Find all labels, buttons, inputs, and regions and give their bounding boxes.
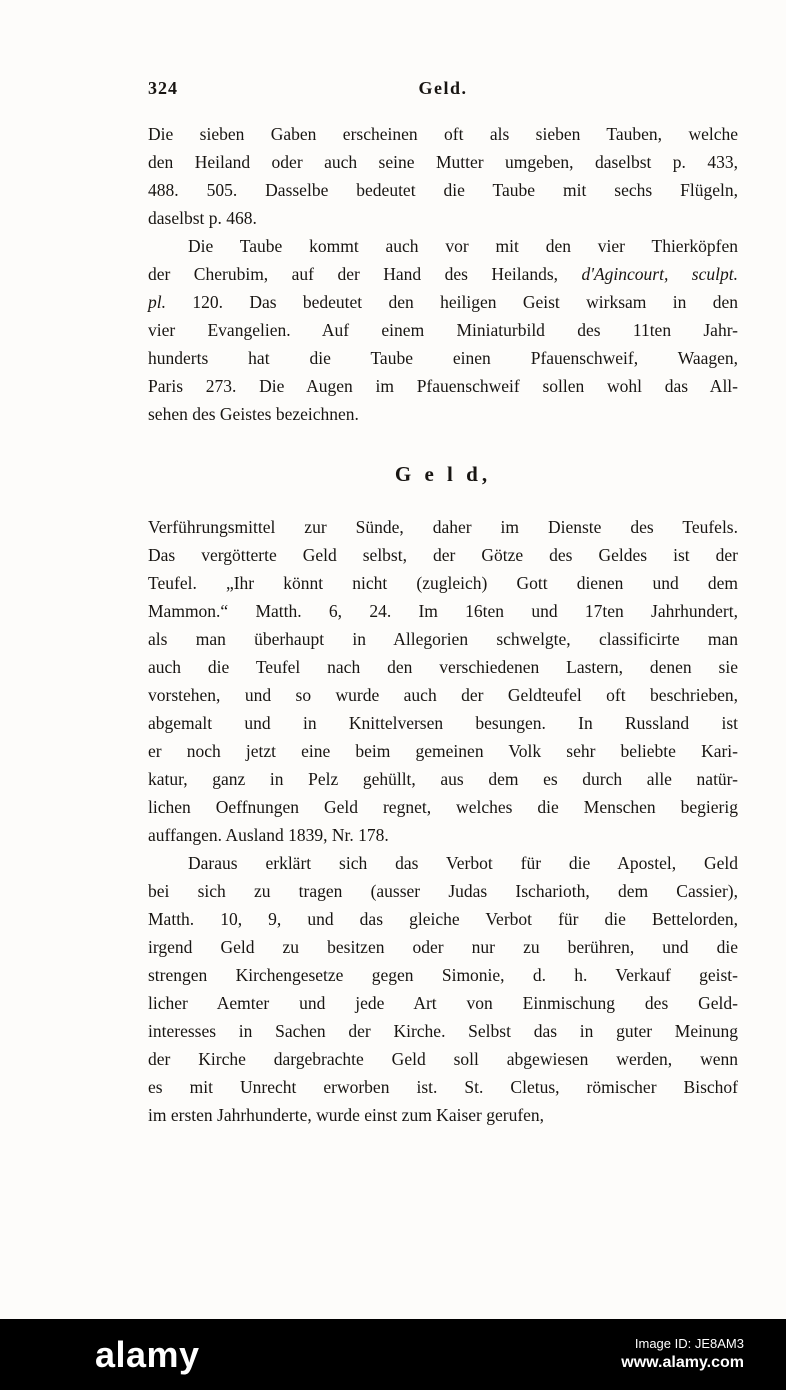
text-line: licher Aemter und jede Art von Einmischung des Geld- — [148, 993, 738, 1013]
text-body — [148, 120, 738, 1129]
text-line: 488. 505. Dasselbe bedeutet die Taube mit sechs Flügeln, — [148, 180, 738, 200]
text-line: abgemalt und in Knittelversen besungen. In Russland ist — [148, 713, 738, 733]
text-line: der Kirche dargebrachte Geld soll abgewiesen werden, wenn — [148, 1049, 738, 1069]
running-title: Geld. — [418, 78, 468, 98]
text-line: auffangen. Ausland 1839, Nr. 178. — [148, 825, 389, 845]
text-line: irgend Geld zu besitzen oder nur zu berühren, und die — [148, 937, 738, 957]
text-line: Das vergötterte Geld selbst, der Götze des Geldes ist der — [148, 545, 738, 565]
paragraph — [148, 849, 738, 1129]
text-line: Teufel. „Ihr könnt nicht (zugleich) Gott dienen und dem — [148, 573, 738, 593]
text-line: er noch jetzt eine beim gemeinen Volk sehr beliebte Kari- — [148, 741, 738, 761]
text-line: daselbst p. 468. — [148, 208, 257, 228]
text-line: bei sich zu tragen (ausser Judas Ischarioth, dem Cassier), — [148, 881, 738, 901]
paragraph — [148, 120, 738, 232]
page-content — [148, 78, 738, 1129]
page-number: 324 — [148, 78, 178, 98]
text-line: Die Taube kommt auch vor mit den vier Thierköpfen — [188, 236, 738, 256]
text-line: Die sieben Gaben erscheinen oft als sieben Tauben, welche — [148, 124, 738, 144]
text-line: Mammon.“ Matth. 6, 24. Im 16ten und 17ten Jahrhundert, — [148, 601, 738, 621]
text-line: interesses in Sachen der Kirche. Selbst das in guter Meinung — [148, 1021, 738, 1041]
italic-citation: d'Agincourt, sculpt. — [581, 264, 738, 284]
text-line: pl. 120. Das bedeutet den heiligen Geist wirksam in den — [148, 292, 738, 312]
text-line: katur, ganz in Pelz gehüllt, aus dem es durch alle natür- — [148, 769, 738, 789]
text-line: Paris 273. Die Augen im Pfauenschweif sollen wohl das All- — [148, 376, 738, 396]
text-line: sehen des Geistes bezeichnen. — [148, 404, 359, 424]
paragraph — [148, 232, 738, 428]
page-header — [148, 78, 738, 108]
alamy-logo: alamy — [95, 1333, 200, 1375]
text-line: Matth. 10, 9, und das gleiche Verbot für die Bettelorden, — [148, 909, 738, 929]
section-heading: G e l d, — [394, 462, 492, 486]
italic-citation: pl. — [148, 292, 166, 312]
alamy-url: www.alamy.com — [621, 1354, 744, 1372]
text-line: Verführungsmittel zur Sünde, daher im Dienste des Teufels. — [148, 517, 738, 537]
text-line: Daraus erklärt sich das Verbot für die Apostel, Geld — [188, 853, 738, 873]
text-line: es mit Unrecht erworben ist. St. Cletus, römischer Bischof — [148, 1077, 738, 1097]
text-line: den Heiland oder auch seine Mutter umgeben, daselbst p. 433, — [148, 152, 738, 172]
text-line: als man überhaupt in Allegorien schwelgte, classificirte man — [148, 629, 738, 649]
watermark-info — [621, 1335, 744, 1374]
watermark-bar — [0, 1319, 786, 1390]
text-line: strengen Kirchengesetze gegen Simonie, d. h. Verkauf geist- — [148, 965, 738, 985]
text-line: im ersten Jahrhunderte, wurde einst zum Kaiser gerufen, — [148, 1105, 545, 1125]
text-line: vier Evangelien. Auf einem Miniaturbild des 11ten Jahr- — [148, 320, 738, 340]
image-id: Image ID: JE8AM3 — [634, 1335, 744, 1351]
text-line: der Cherubim, auf der Hand des Heilands, d'Agincourt, sculpt. — [148, 264, 738, 284]
text-line: auch die Teufel nach den verschiedenen Lastern, denen sie — [148, 657, 738, 677]
text-line: lichen Oeffnungen Geld regnet, welches die Menschen begierig — [148, 797, 738, 817]
text-line: vorstehen, und so wurde auch der Geldteufel oft beschrieben, — [148, 685, 738, 705]
text-line: hunderts hat die Taube einen Pfauenschweif, Waagen, — [148, 348, 738, 368]
paragraph — [148, 513, 738, 849]
